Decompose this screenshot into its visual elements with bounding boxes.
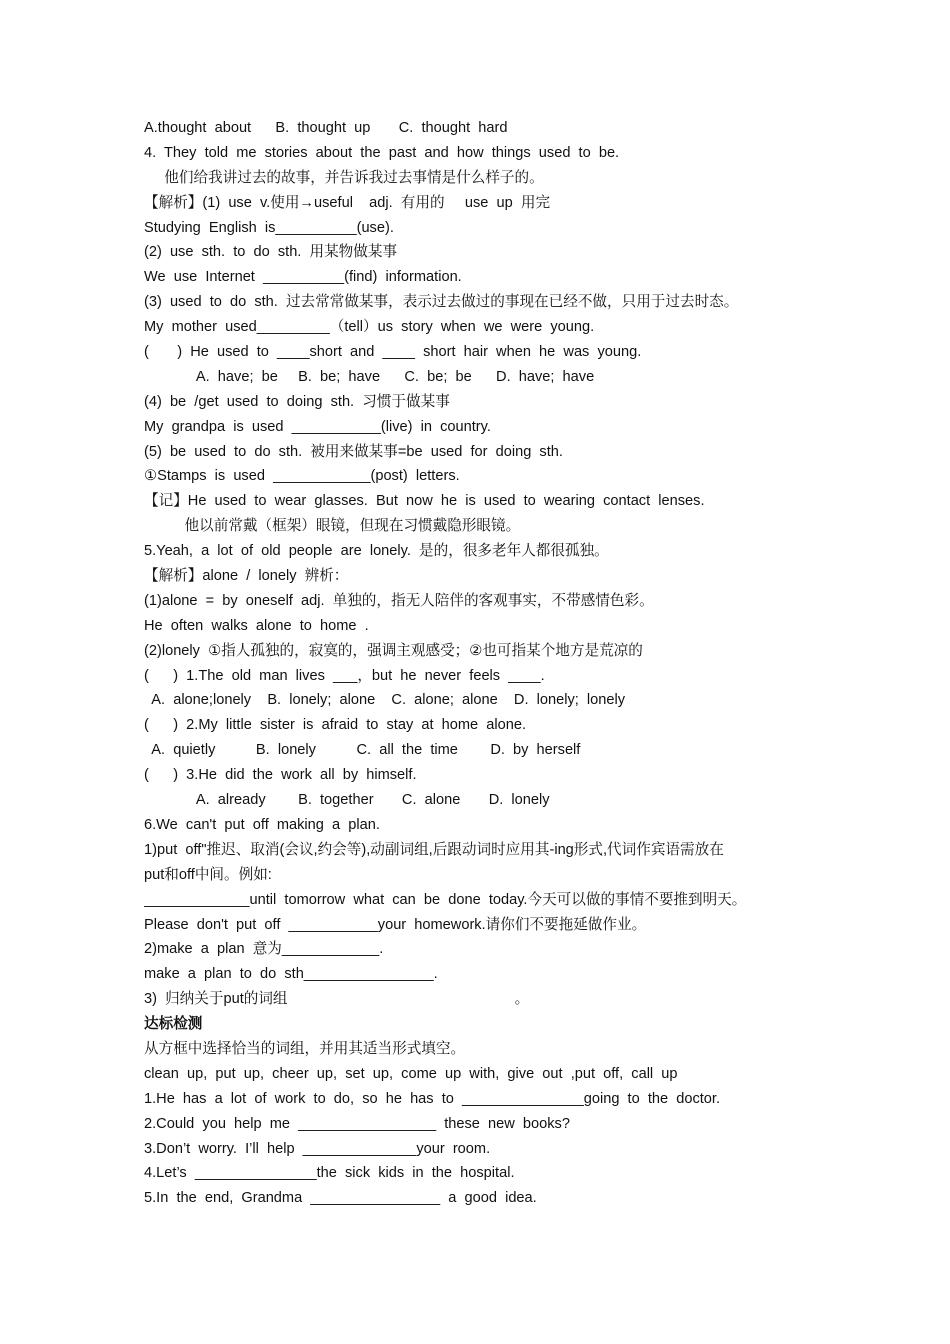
text-line: 1)put off"推迟、取消(会议,约会等),动副词组,后跟动词时应用其-ing形式,代词作宾语需放在 xyxy=(144,841,724,858)
text-line: A. have; be B. be; have C. be; be D. have; have xyxy=(144,368,595,385)
text-line: 他以前常戴（框架）眼镜，但现在习惯戴隐形眼镜。 xyxy=(144,518,521,535)
text-line: My mother used_________（tell）us story when we were young. xyxy=(144,319,595,336)
text-line: He often walks alone to home . xyxy=(144,617,369,634)
text-line: My grandpa is used ___________(live) in country. xyxy=(144,418,491,435)
text-line: (4) be /get used to doing sth. 习惯于做某事 xyxy=(144,393,450,410)
text-line: 2.Could you help me _________________ these new books? xyxy=(144,1115,570,1132)
text-line: Studying English is__________(use). xyxy=(144,219,394,236)
text-line: 3.Don’t worry. I’ll help ______________your room. xyxy=(144,1140,491,1157)
text-line: A. quietly B. lonely C. all the time D. by herself xyxy=(144,742,581,759)
text-line: A. already B. together C. alone D. lonely xyxy=(144,792,550,809)
text-line: ( ) He used to ____short and ____ short hair when he was young. xyxy=(144,344,642,361)
document-body xyxy=(144,116,824,1211)
text-line: 1.He has a lot of work to do, so he has to _______________going to the doctor. xyxy=(144,1090,721,1107)
text-line: 5.In the end, Grandma ________________ a good idea. xyxy=(144,1190,537,1207)
text-line: 4.Let’s _______________the sick kids in the hospital. xyxy=(144,1165,515,1182)
text-line: ( ) 2.My little sister is afraid to stay at home alone. xyxy=(144,717,527,734)
text-line: (5) be used to do sth. 被用来做某事=be used for doing sth. xyxy=(144,443,563,460)
text-line: A.thought about B. thought up C. thought hard xyxy=(144,120,508,136)
text-line: A. alone;lonely B. lonely; alone C. alone; alone D. lonely; lonely xyxy=(144,692,626,709)
text-line: (2)lonely ①指人孤独的，寂寞的，强调主观感受；②也可指某个地方是荒凉的 xyxy=(144,642,643,659)
text-line: 4. They told me stories about the past and how things used to be. xyxy=(144,144,620,161)
text-line: We use Internet __________(find) information. xyxy=(144,269,462,286)
text-line: ①Stamps is used ____________(post) letters. xyxy=(144,468,460,485)
text-line: Please don't put off ___________your homework.请你们不要拖延做作业。 xyxy=(144,916,647,933)
text-line: put和off中间。例如: xyxy=(144,866,272,883)
text-line: 从方框中选择恰当的词组，并用其适当形式填空。 xyxy=(144,1040,466,1057)
text-line: ( ) 3.He did the work all by himself. xyxy=(144,767,417,784)
text-line: 2)make a plan 意为____________. xyxy=(144,941,384,958)
text-line: clean up, put up, cheer up, set up, come up with, give out ,put off, call up xyxy=(144,1065,678,1082)
text-line: 【解析】alone / lonely 辨析： xyxy=(144,568,349,585)
text-line: (3) used to do sth. 过去常常做某事，表示过去做过的事现在已经不做，只用于过去时态。 xyxy=(144,294,739,311)
text-line: ( ) 1.The old man lives ___，but he never feels ____. xyxy=(144,667,545,684)
text-line: (1)alone = by oneself adj. 单独的，指无人陪伴的客观事实，不带感情色彩。 xyxy=(144,592,654,609)
section-heading: 达标检测 xyxy=(144,1016,203,1033)
text-line: 5.Yeah, a lot of old people are lonely. 是的，很多老年人都很孤独。 xyxy=(144,543,609,560)
text-line: 6.We can't put off making a plan. xyxy=(144,816,380,833)
text-line: (2) use sth. to do sth. 用某物做某事 xyxy=(144,244,398,261)
text-line: 3) 归纳关于put的词组 。 xyxy=(144,991,530,1008)
text-line: 他们给我讲过去的故事，并告诉我过去事情是什么样子的。 xyxy=(144,169,544,186)
text-line: make a plan to do sth________________. xyxy=(144,966,438,983)
text-line: 【解析】(1) use v.使用→useful adj. 有用的 use up 用完 xyxy=(144,194,551,211)
text-line: _____________until tomorrow what can be done today.今天可以做的事情不要推到明天。 xyxy=(144,891,747,908)
text-line: 【记】He used to wear glasses. But now he is used to wearing contact lenses. xyxy=(144,493,705,510)
